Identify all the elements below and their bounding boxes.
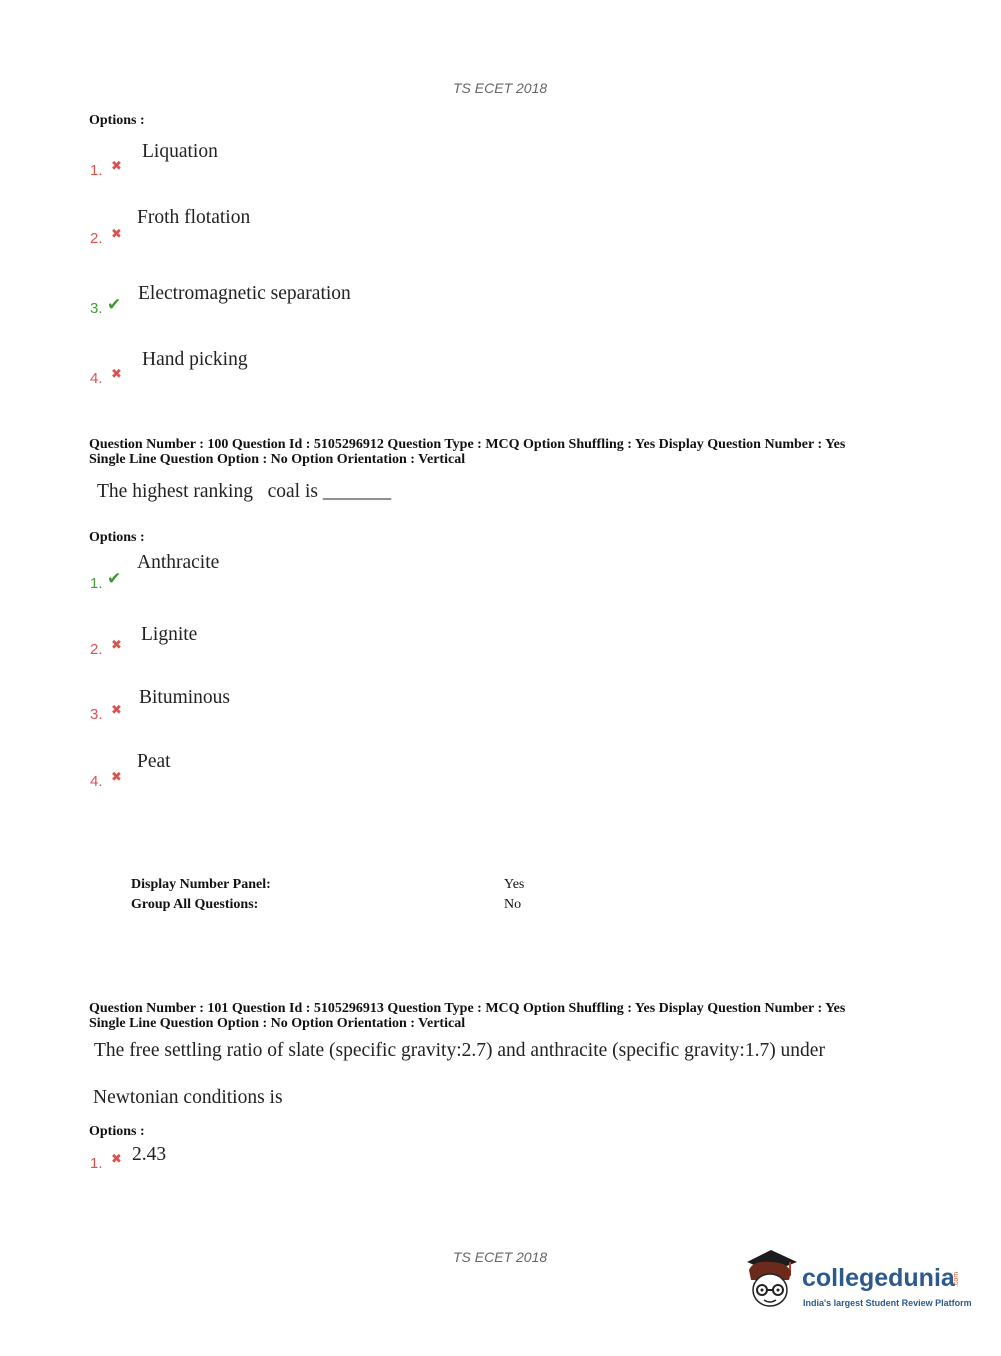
question-text: The highest ranking coal is _______	[97, 481, 392, 502]
check-icon: ✔	[107, 569, 122, 589]
option-text: Electromagnetic separation	[138, 283, 351, 304]
logo-wordmark: collegedunia	[802, 1264, 955, 1292]
question-meta: Question Number : 101 Question Id : 5105296913 Question Type : MCQ Option Shuffling : Yes Display Question Number : Yes	[89, 1001, 846, 1016]
options-label: Options :	[89, 113, 145, 128]
page-header: TS ECET 2018	[453, 80, 548, 96]
options-label: Options :	[89, 1124, 145, 1139]
settings-label: Display Number Panel:	[131, 877, 271, 892]
option-number: 4.	[90, 773, 103, 790]
options-label: Options :	[89, 530, 145, 545]
cross-icon: ✖	[111, 770, 122, 785]
check-icon: ✔	[107, 295, 122, 315]
settings-value: Yes	[504, 877, 525, 892]
mascot-icon	[741, 1248, 799, 1314]
cross-icon: ✖	[111, 159, 122, 174]
cross-icon: ✖	[111, 367, 122, 382]
option-number: 2.	[90, 641, 103, 658]
question-text: The free settling ratio of slate (specific gravity:2.7) and anthracite (specific gravity:1.7) under	[94, 1040, 825, 1061]
option-number: 1.	[90, 575, 103, 592]
question-meta: Single Line Question Option : No Option Orientation : Vertical	[89, 1016, 466, 1031]
option-text: Lignite	[141, 624, 198, 645]
option-text: Hand picking	[142, 349, 248, 370]
question-meta: Single Line Question Option : No Option Orientation : Vertical	[89, 452, 466, 467]
option-number: 3.	[90, 300, 103, 317]
logo-tagline: India's largest Student Review Platform	[803, 1298, 972, 1308]
option-number: 4.	[90, 370, 103, 387]
option-text: Anthracite	[137, 552, 220, 573]
question-text: Newtonian conditions is	[93, 1087, 283, 1108]
question-meta: Question Number : 100 Question Id : 5105296912 Question Type : MCQ Option Shuffling : Yes Display Question Number : Yes	[89, 437, 846, 452]
option-text: Froth flotation	[137, 207, 251, 228]
logo-suffix: .com	[953, 1271, 961, 1288]
cross-icon: ✖	[111, 638, 122, 653]
option-text: Peat	[137, 751, 171, 772]
cross-icon: ✖	[111, 1152, 122, 1167]
option-text: Liquation	[142, 141, 218, 162]
option-number: 3.	[90, 706, 103, 723]
cross-icon: ✖	[111, 703, 122, 718]
option-number: 1.	[90, 1155, 103, 1172]
settings-label: Group All Questions:	[131, 897, 259, 912]
settings-value: No	[504, 897, 522, 912]
option-number: 1.	[90, 162, 103, 179]
option-text: 2.43	[132, 1144, 167, 1165]
option-number: 2.	[90, 230, 103, 247]
cross-icon: ✖	[111, 227, 122, 242]
option-text: Bituminous	[139, 687, 231, 708]
page-footer: TS ECET 2018	[453, 1249, 548, 1265]
